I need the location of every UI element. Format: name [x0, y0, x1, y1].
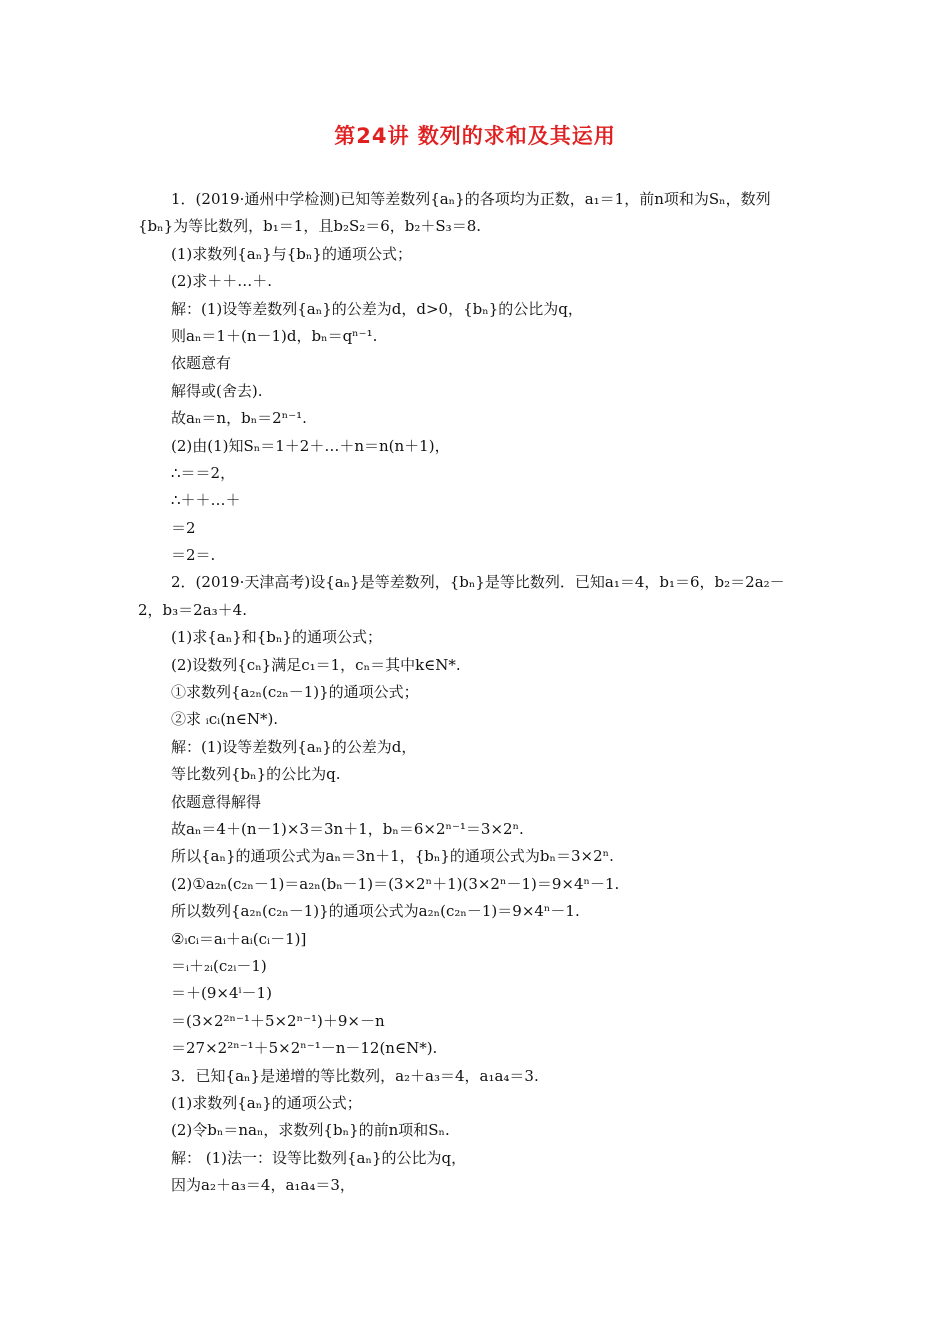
text-line: ②求 ᵢcᵢ(n∈N*). — [171, 710, 279, 729]
text-line: 解： (1)法一：设等比数列{aₙ}的公比为q， — [171, 1148, 467, 1167]
text-line: 2．(2019·天津高考)设{aₙ}是等差数列，{bₙ}是等比数列．已知a₁＝4，b₁＝6，b₂＝2a₂－ — [171, 573, 785, 592]
page-title: 第24讲 数列的求和及其运用 — [334, 124, 616, 148]
text-line: 故aₙ＝4＋(n－1)×3＝3n＋1，bₙ＝6×2ⁿ⁻¹＝3×2ⁿ. — [171, 819, 524, 838]
text-line: 则aₙ＝1＋(n－1)d，bₙ＝qⁿ⁻¹. — [171, 326, 378, 345]
text-line: 3．已知{aₙ}是递增的等比数列，a₂＋a₃＝4，a₁a₄＝3. — [171, 1066, 539, 1085]
text-line: 所以{aₙ}的通项公式为aₙ＝3n＋1，{bₙ}的通项公式为bₙ＝3×2ⁿ. — [171, 847, 614, 866]
text-line: 因为a₂＋a₃＝4，a₁a₄＝3， — [171, 1176, 355, 1195]
text-line: 依题意得解得 — [171, 792, 262, 811]
text-line: (1)求数列{aₙ}与{bₙ}的通项公式； — [171, 244, 412, 263]
text-line: ①求数列{a₂ₙ(c₂ₙ－1)}的通项公式； — [171, 683, 419, 702]
text-line: 解：(1)设等差数列{aₙ}的公差为d，d>0，{bₙ}的公比为q， — [171, 299, 583, 318]
text-line: 依题意有 — [171, 354, 232, 373]
text-line: (2)①a₂ₙ(c₂ₙ－1)＝a₂ₙ(bₙ－1)＝(3×2ⁿ＋1)(3×2ⁿ－1)＝9×4ⁿ－1. — [171, 874, 620, 893]
text-line: 等比数列{bₙ}的公比为q. — [171, 765, 341, 784]
text-line: 1．(2019·通州中学检测)已知等差数列{aₙ}的各项均为正数，a₁＝1，前n项和为Sₙ，数列 — [171, 190, 771, 208]
text-line: 所以数列{a₂ₙ(c₂ₙ－1)}的通项公式为a₂ₙ(c₂ₙ－1)＝9×4ⁿ－1. — [171, 902, 580, 921]
text-line: ＝(3×2²ⁿ⁻¹＋5×2ⁿ⁻¹)＋9×－n — [171, 1011, 385, 1030]
text-line: (2)令bₙ＝naₙ，求数列{bₙ}的前n项和Sₙ. — [171, 1121, 450, 1140]
text-line: 故aₙ＝n，bₙ＝2ⁿ⁻¹. — [171, 409, 307, 428]
text-line: ②ᵢcᵢ＝aᵢ＋aᵢ(cᵢ－1)] — [171, 929, 307, 948]
text-line: (2)设数列{cₙ}满足c₁＝1，cₙ＝其中k∈N*. — [171, 655, 461, 674]
text-line: ∴＋＋…＋ — [171, 491, 241, 510]
text-line: 解得或(舍去). — [171, 381, 263, 400]
text-line: ＝2＝. — [171, 546, 216, 565]
text-line: ＝27×2²ⁿ⁻¹＋5×2ⁿ⁻¹－n－12(n∈N*). — [171, 1039, 438, 1058]
text-line: (2)求＋＋…＋. — [171, 272, 273, 291]
text-line: 解：(1)设等差数列{aₙ}的公差为d， — [171, 737, 417, 756]
text-line: ∴＝＝2， — [171, 463, 236, 482]
text-line: (1)求数列{aₙ}的通项公式； — [171, 1093, 362, 1112]
document-body — [138, 186, 818, 1199]
text-line: 2，b₃＝2a₃＋4. — [138, 600, 247, 619]
text-line: ＝ᵢ＋₂ᵢ(c₂ᵢ－1) — [171, 956, 267, 975]
text-line: (2)由(1)知Sₙ＝1＋2＋…＋n＝n(n＋1)， — [171, 436, 450, 455]
text-line: (1)求{aₙ}和{bₙ}的通项公式； — [171, 628, 382, 647]
text-line: ＝2 — [171, 518, 196, 537]
text-line: {bₙ}为等比数列，b₁＝1，且b₂S₂＝6，b₂＋S₃＝8. — [138, 217, 482, 236]
text-line: ＝＋(9×4ⁱ－1) — [171, 984, 272, 1003]
